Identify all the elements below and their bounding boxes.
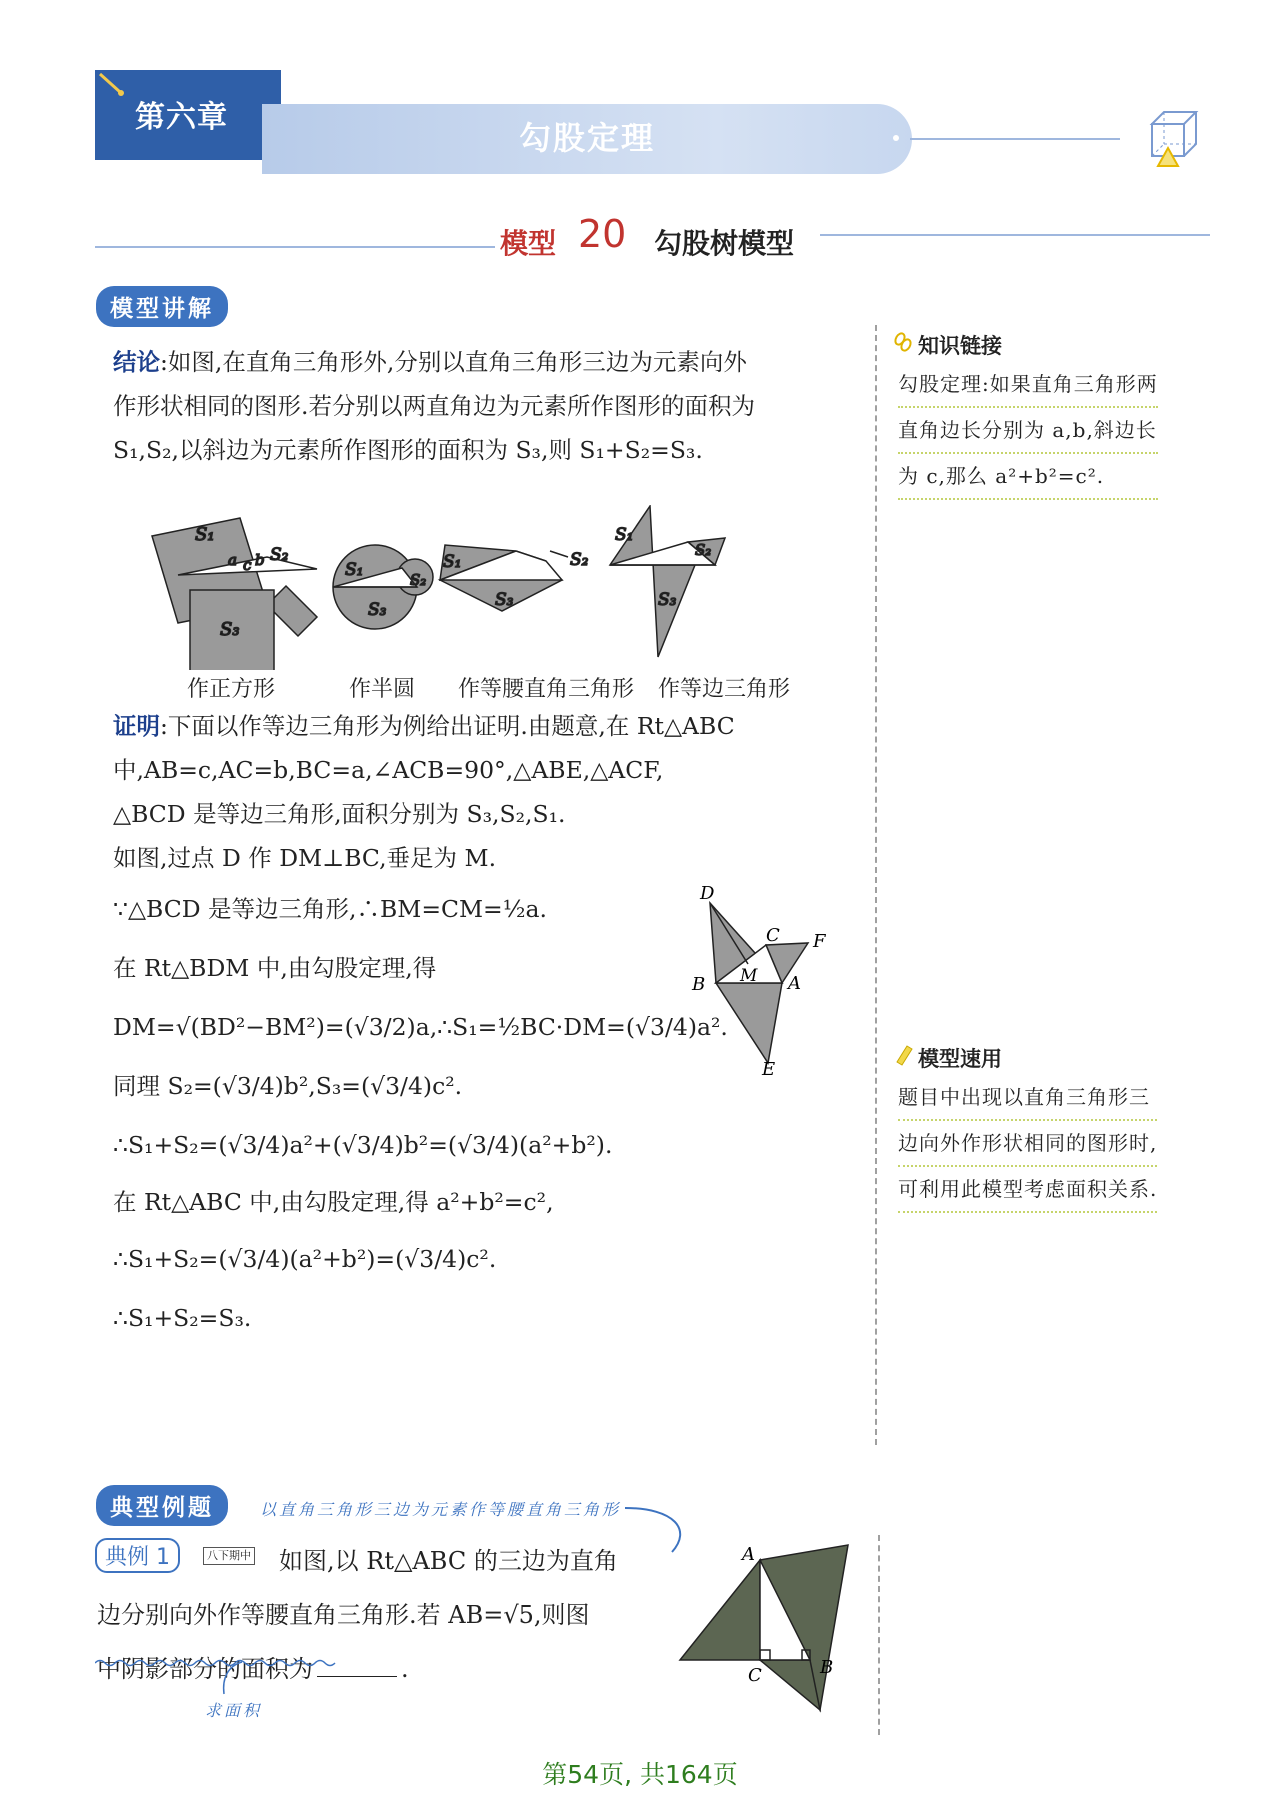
- svg-text:S₁: S₁: [195, 524, 215, 545]
- svg-text:S₁: S₁: [345, 560, 364, 580]
- proof-line-10: 在 Rt△ABC 中,由勾股定理,得 a²+b²=c²,: [113, 1188, 554, 1216]
- proof-block: [113, 704, 735, 1348]
- wavy-underline: [95, 1658, 425, 1668]
- svg-text:S₂: S₂: [270, 545, 289, 565]
- svg-text:S₁: S₁: [615, 525, 634, 545]
- example-line-2: 边分别向外作等腰直角三角形.若 AB=√5,则图: [97, 1601, 590, 1629]
- figure-equilateral: [610, 506, 725, 657]
- proof-line-8: 同理 S₂=(√3/4)b²,S₃=(√3/4)c².: [113, 1072, 463, 1100]
- note-top: 以直角三角形三边为元素作等腰直角三角形: [260, 1500, 622, 1519]
- svg-text:S₃: S₃: [495, 590, 514, 610]
- apply-line-1: 题目中出现以直角三角形三: [898, 1075, 1157, 1121]
- example-line-3: 中阴影部分的面积为 .: [97, 1655, 409, 1683]
- svg-text:B: B: [820, 1657, 834, 1678]
- apply-text: [898, 1075, 1157, 1213]
- apply-heading: 模型速用: [918, 1047, 1002, 1071]
- model-number: 20: [578, 212, 627, 256]
- conclusion-label: 结论: [113, 348, 160, 376]
- apply-line-3: 可利用此模型考虑面积关系.: [898, 1167, 1157, 1213]
- link-line-3: 为 c,那么 a²+b²=c².: [898, 454, 1158, 500]
- example-divider: [878, 1535, 880, 1735]
- caption-isosceles: 作等腰直角三角形: [458, 677, 635, 702]
- svg-text:B: B: [692, 974, 706, 995]
- proof-line-12: ∴S₁+S₂=S₃.: [113, 1304, 252, 1332]
- link-icon: [893, 331, 913, 353]
- proof-line-11: ∴S₁+S₂=(√3/4)(a²+b²)=(√3/4)c².: [113, 1245, 497, 1273]
- link-heading: 知识链接: [918, 334, 1002, 358]
- caption-semicircle: 作半圆: [349, 677, 416, 702]
- svg-text:A: A: [742, 1544, 755, 1565]
- svg-text:F: F: [813, 931, 826, 952]
- svg-text:S₂: S₂: [570, 550, 589, 570]
- pen-icon: [98, 72, 128, 100]
- example-text: [97, 1534, 618, 1696]
- conclusion-line-3: S₁,S₂,以斜边为元素所作图形的面积为 S₃,则 S₁+S₂=S₃.: [113, 436, 703, 464]
- svg-text:S₃: S₃: [220, 619, 240, 640]
- conclusion-line-2: 作形状相同的图形.若分别以两直角边为元素所作图形的面积为: [113, 392, 755, 420]
- link-line-2: 直角边长分别为 a,b,斜边长: [898, 408, 1158, 454]
- svg-text:A: A: [788, 973, 801, 994]
- svg-text:S₂: S₂: [410, 571, 427, 589]
- link-line-1: 勾股定理:如果直角三角形两: [898, 362, 1158, 408]
- section-heading-example: 典型例题: [96, 1485, 228, 1526]
- example-line-1: 如图,以 Rt△ABC 的三边为直角: [279, 1547, 618, 1575]
- svg-text:S₂: S₂: [695, 541, 712, 559]
- model-rule-right: [820, 234, 1210, 236]
- proof-line-4: 如图,过点 D 作 DM⊥BC,垂足为 M.: [113, 844, 497, 872]
- apply-line-2: 边向外作形状相同的图形时,: [898, 1121, 1157, 1167]
- chapter-title: 勾股定理: [518, 119, 655, 157]
- example-tag: 八下期中: [203, 1547, 255, 1565]
- proof-line-6: 在 Rt△BDM 中,由勾股定理,得: [113, 954, 437, 982]
- svg-text:C: C: [766, 925, 780, 946]
- svg-text:M: M: [740, 966, 758, 986]
- figure-semicircles: [333, 545, 433, 629]
- pencil-icon: [893, 1044, 913, 1066]
- model-label: 模型: [500, 227, 557, 260]
- model-name: 勾股树模型: [654, 227, 795, 260]
- proof-line-7: DM=√(BD²−BM²)=(√3/2)a,∴S₁=½BC·DM=(√3/4)a².: [113, 1013, 728, 1041]
- chapter-label: 第六章: [135, 100, 228, 135]
- proof-figure: [680, 885, 850, 1075]
- proof-line-9: ∴S₁+S₂=(√3/4)a²+(√3/4)b²=(√3/4)(a²+b²).: [113, 1131, 613, 1159]
- sidebar-divider: [875, 325, 877, 1445]
- section-heading-model: 模型讲解: [96, 286, 228, 327]
- note-arrow: [220, 1660, 250, 1696]
- figure-squares: [152, 518, 317, 670]
- caption-square: 作正方形: [187, 677, 276, 702]
- cube-icon: [1138, 106, 1218, 172]
- svg-text:S₁: S₁: [443, 552, 462, 572]
- model-figures: [140, 505, 860, 670]
- conclusion-block: [113, 340, 755, 472]
- proof-label: 证明: [113, 712, 160, 740]
- proof-line-3: △BCD 是等边三角形,面积分别为 S₃,S₂,S₁.: [113, 800, 566, 828]
- conclusion-line-1: 结论:如图,在直角三角形外,分别以直角三角形三边为元素向外: [113, 348, 747, 376]
- svg-text:S₃: S₃: [658, 590, 677, 610]
- banner-line: [910, 138, 1120, 140]
- banner-dot: [893, 135, 899, 141]
- link-text: [898, 362, 1158, 500]
- example-figure: [670, 1535, 860, 1735]
- svg-text:c: c: [243, 556, 252, 574]
- page-indicator: 第54页, 共164页: [542, 1760, 738, 1789]
- example-label: 典例 1: [95, 1538, 180, 1573]
- proof-line-2: 中,AB=c,AC=b,BC=a,∠ACB=90°,△ABE,△ACF,: [113, 756, 664, 784]
- svg-text:D: D: [700, 885, 715, 904]
- svg-text:C: C: [748, 1665, 762, 1686]
- svg-text:E: E: [762, 1059, 776, 1075]
- svg-text:a: a: [228, 551, 237, 569]
- proof-line-5: ∵△BCD 是等边三角形,∴BM=CM=½a.: [113, 895, 548, 923]
- caption-equilateral: 作等边三角形: [658, 677, 791, 702]
- note-bottom: 求面积: [205, 1701, 263, 1720]
- svg-text:S₃: S₃: [368, 600, 387, 620]
- model-rule-left: [95, 246, 495, 248]
- figure-isosceles: [440, 545, 589, 611]
- svg-text:b: b: [255, 551, 265, 569]
- proof-line-1: 证明:下面以作等边三角形为例给出证明.由题意,在 Rt△ABC: [113, 712, 735, 740]
